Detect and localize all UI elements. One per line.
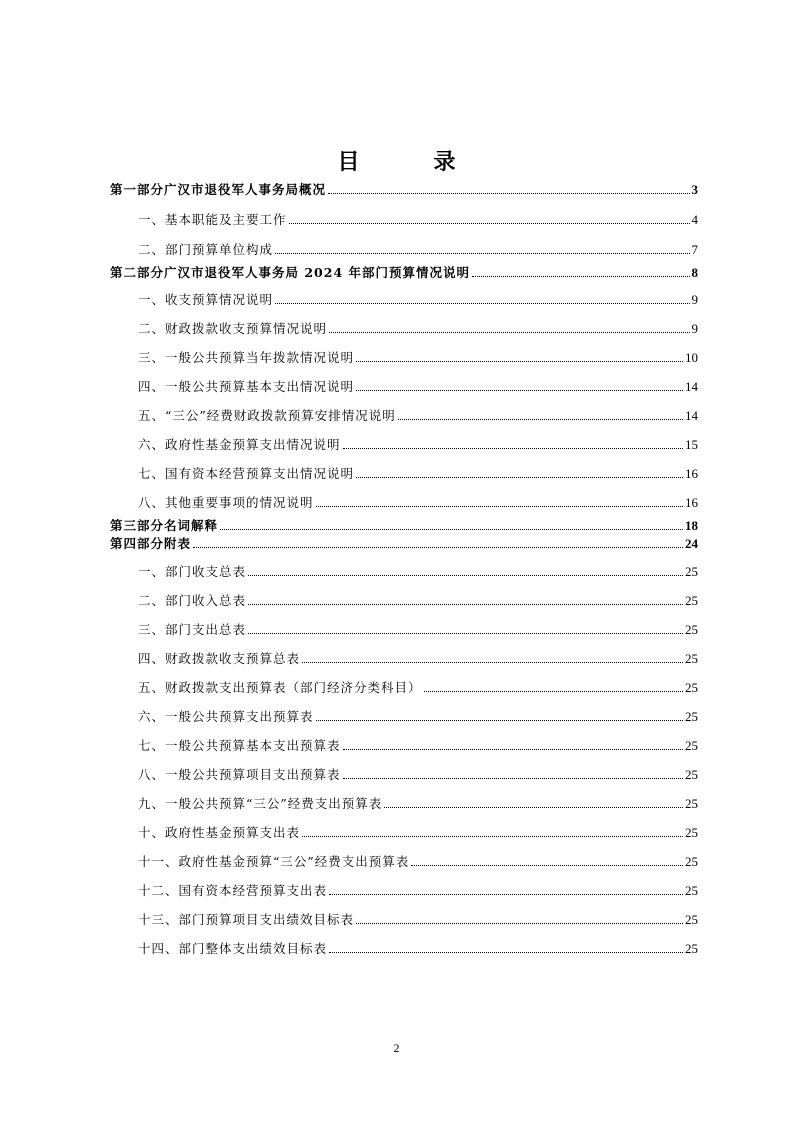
toc-dot-leader bbox=[248, 632, 683, 634]
toc-entry-page-number: 25 bbox=[685, 941, 698, 956]
toc-dot-leader bbox=[328, 192, 689, 194]
toc-subsection-entry[interactable] bbox=[110, 491, 698, 511]
toc-subsection-entry[interactable] bbox=[110, 404, 698, 424]
toc-entry-label: 八、其他重要事项的情况说明 bbox=[138, 495, 314, 510]
toc-dot-leader bbox=[343, 777, 683, 779]
toc-entry-label: 五、“三公”经费财政拨款预算安排情况说明 bbox=[138, 408, 396, 423]
toc-subsection-entry[interactable] bbox=[110, 676, 698, 696]
toc-dot-leader bbox=[356, 922, 683, 924]
toc-subsection-entry[interactable] bbox=[110, 560, 698, 580]
toc-entry-page-number: 9 bbox=[691, 292, 698, 307]
toc-entry-label: 一、部门收支总表 bbox=[138, 564, 247, 579]
toc-dot-leader bbox=[356, 389, 683, 391]
toc-subsection-entry[interactable] bbox=[110, 618, 698, 638]
toc-entry-label: 七、国有资本经营预算支出情况说明 bbox=[138, 466, 355, 481]
toc-entry-page-number: 25 bbox=[685, 622, 698, 637]
toc-dot-leader bbox=[275, 252, 689, 254]
toc-entry-page-number: 25 bbox=[685, 593, 698, 608]
toc-subsection-entry[interactable] bbox=[110, 879, 698, 899]
toc-entry-page-number: 25 bbox=[685, 709, 698, 724]
toc-entry-label: 八、一般公共预算项目支出预算表 bbox=[138, 767, 341, 782]
toc-entry-label: 十、政府性基金预算支出表 bbox=[138, 825, 301, 840]
toc-entry-page-number: 25 bbox=[685, 651, 698, 666]
toc-dot-leader bbox=[289, 222, 690, 224]
toc-subsection-entry[interactable] bbox=[110, 821, 698, 841]
toc-dot-leader bbox=[424, 690, 683, 692]
toc-subsection-entry[interactable] bbox=[110, 908, 698, 928]
toc-dot-leader bbox=[411, 864, 683, 866]
toc-dot-leader bbox=[356, 360, 683, 362]
toc-entry-label: 第二部分广汉市退役军人事务局 2024 年部门预算情况说明 bbox=[110, 265, 470, 280]
toc-entry-label: 十二、国有资本经营预算支出表 bbox=[138, 883, 328, 898]
toc-subsection-entry[interactable] bbox=[110, 763, 698, 783]
toc-dot-leader bbox=[356, 476, 683, 478]
toc-entry-label: 二、部门预算单位构成 bbox=[138, 242, 274, 257]
toc-subsection-entry[interactable] bbox=[110, 647, 698, 667]
toc-dot-leader bbox=[248, 574, 683, 576]
toc-subsection-entry[interactable] bbox=[110, 346, 698, 366]
toc-entry-page-number: 16 bbox=[685, 495, 698, 510]
toc-section-entry[interactable] bbox=[110, 514, 698, 534]
toc-subsection-entry[interactable] bbox=[110, 462, 698, 482]
page-title: 目 录 bbox=[337, 150, 482, 175]
toc-entry-label: 五、财政拨款支出预算表（部门经济分类科目） bbox=[138, 680, 422, 695]
toc-dot-leader bbox=[220, 528, 683, 530]
toc-entry-page-number: 25 bbox=[685, 796, 698, 811]
toc-entry-page-number: 10 bbox=[685, 350, 698, 365]
toc-dot-leader bbox=[248, 603, 683, 605]
toc-entry-page-number: 25 bbox=[685, 912, 698, 927]
toc-dot-leader bbox=[384, 806, 683, 808]
toc-entry-label: 第三部分名词解释 bbox=[110, 518, 219, 533]
toc-dot-leader bbox=[329, 951, 683, 953]
toc-entry-label: 一、基本职能及主要工作 bbox=[138, 212, 287, 227]
toc-entry-page-number: 25 bbox=[685, 825, 698, 840]
toc-dot-leader bbox=[302, 835, 683, 837]
toc-section-entry[interactable] bbox=[110, 178, 698, 198]
toc-dot-leader bbox=[193, 546, 683, 548]
toc-entry-page-number: 4 bbox=[691, 212, 698, 227]
toc-dot-leader bbox=[316, 505, 683, 507]
toc-subsection-entry[interactable] bbox=[110, 317, 698, 337]
toc-entry-page-number: 25 bbox=[685, 883, 698, 898]
toc-entry-label: 第四部分附表 bbox=[110, 536, 192, 551]
toc-dot-leader bbox=[343, 447, 683, 449]
toc-subsection-entry[interactable] bbox=[110, 589, 698, 609]
toc-entry-label: 六、政府性基金预算支出情况说明 bbox=[138, 437, 341, 452]
toc-entry-page-number: 25 bbox=[685, 738, 698, 753]
toc-entry-label: 三、部门支出总表 bbox=[138, 622, 247, 637]
toc-subsection-entry[interactable] bbox=[110, 850, 698, 870]
toc-entry-label: 四、财政拨款收支预算总表 bbox=[138, 651, 301, 666]
toc-entry-page-number: 8 bbox=[691, 265, 698, 280]
toc-subsection-entry[interactable] bbox=[110, 792, 698, 812]
toc-entry-label: 二、部门收入总表 bbox=[138, 593, 247, 608]
toc-subsection-entry[interactable] bbox=[110, 375, 698, 395]
toc-subsection-entry[interactable] bbox=[110, 705, 698, 725]
toc-entry-page-number: 18 bbox=[685, 518, 698, 533]
toc-subsection-entry[interactable] bbox=[110, 937, 698, 957]
toc-dot-leader bbox=[275, 302, 689, 304]
toc-subsection-entry[interactable] bbox=[110, 238, 698, 258]
toc-entry-label: 十一、政府性基金预算“三公”经费支出预算表 bbox=[138, 854, 410, 869]
toc-entry-page-number: 24 bbox=[685, 536, 698, 551]
toc-entry-page-number: 25 bbox=[685, 854, 698, 869]
toc-subsection-entry[interactable] bbox=[110, 288, 698, 308]
toc-subsection-entry[interactable] bbox=[110, 208, 698, 228]
toc-entry-page-number: 14 bbox=[685, 379, 698, 394]
toc-entry-label: 十四、部门整体支出绩效目标表 bbox=[138, 941, 328, 956]
toc-entry-label: 六、一般公共预算支出预算表 bbox=[138, 709, 314, 724]
toc-entry-page-number: 7 bbox=[691, 242, 698, 257]
toc-entry-label: 第一部分广汉市退役军人事务局概况 bbox=[110, 182, 327, 197]
toc-dot-leader bbox=[329, 893, 683, 895]
toc-entry-page-number: 16 bbox=[685, 466, 698, 481]
toc-subsection-entry[interactable] bbox=[110, 433, 698, 453]
toc-section-entry[interactable] bbox=[110, 261, 698, 281]
toc-entry-page-number: 3 bbox=[691, 182, 698, 197]
toc-dot-leader bbox=[302, 661, 683, 663]
toc-entry-label: 一、收支预算情况说明 bbox=[138, 292, 274, 307]
toc-entry-label: 四、一般公共预算基本支出情况说明 bbox=[138, 379, 355, 394]
toc-entry-label: 九、一般公共预算“三公”经费支出预算表 bbox=[138, 796, 383, 811]
toc-entry-page-number: 9 bbox=[691, 321, 698, 336]
toc-entry-page-number: 25 bbox=[685, 564, 698, 579]
toc-entry-label: 二、财政拨款收支预算情况说明 bbox=[138, 321, 328, 336]
page-number: 2 bbox=[393, 1041, 400, 1055]
toc-dot-leader bbox=[472, 275, 690, 277]
toc-dot-leader bbox=[343, 748, 683, 750]
toc-entry-label: 三、一般公共预算当年拨款情况说明 bbox=[138, 350, 355, 365]
toc-entry-label: 十三、部门预算项目支出绩效目标表 bbox=[138, 912, 355, 927]
toc-section-entry[interactable] bbox=[110, 532, 698, 552]
toc-entry-page-number: 25 bbox=[685, 680, 698, 695]
toc-subsection-entry[interactable] bbox=[110, 734, 698, 754]
toc-dot-leader bbox=[329, 331, 689, 333]
toc-entry-page-number: 25 bbox=[685, 767, 698, 782]
toc-entry-page-number: 14 bbox=[685, 408, 698, 423]
toc-dot-leader bbox=[316, 719, 683, 721]
toc-entry-page-number: 15 bbox=[685, 437, 698, 452]
toc-entry-label: 七、一般公共预算基本支出预算表 bbox=[138, 738, 341, 753]
toc-dot-leader bbox=[398, 418, 683, 420]
